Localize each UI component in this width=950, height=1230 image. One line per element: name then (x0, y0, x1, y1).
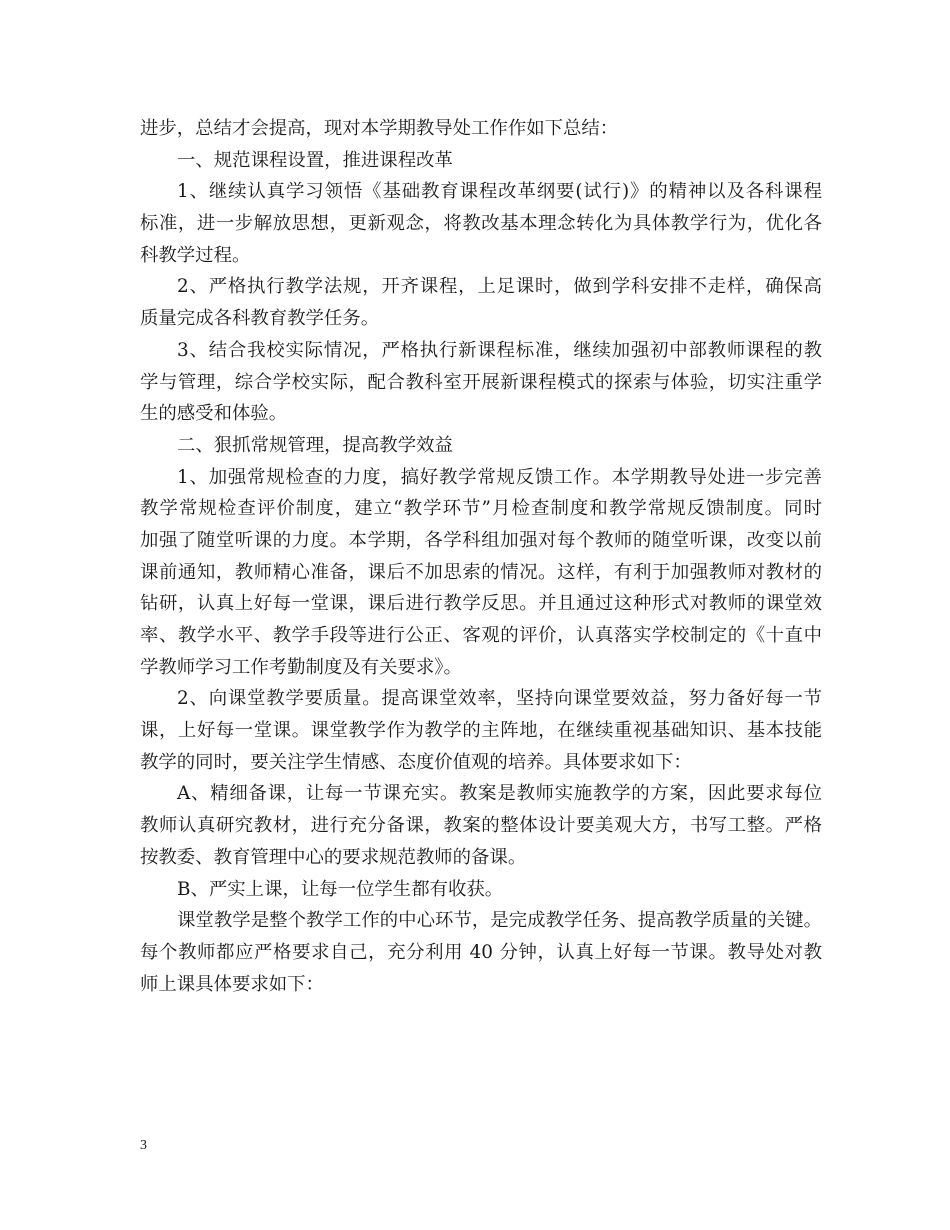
text-line: 质量完成各科教育教学任务。 (140, 308, 380, 330)
text-line: 课前通知，教师精心准备，课后不加思索的情况。这样，有利于加强教师对教材的 (140, 561, 822, 583)
page-number: 3 (140, 1138, 147, 1153)
text-line: 二、狠抓常规管理，提高教学效益 (177, 434, 453, 456)
text-line: 教师认真研究教材，进行充分备课，教案的整体设计要美观大方，书写工整。严格 (140, 815, 822, 837)
document-body (140, 113, 822, 1000)
text-line: 加强了随堂听课的力度。本学期，各学科组加强对每个教师的随堂听课，改变以前 (140, 529, 822, 551)
text-line: 每个教师都应严格要求自己，充分利用 40 分钟，认真上好每一节课。教导处对教 (140, 941, 822, 963)
text-line: 1、继续认真学习领悟《基础教育课程改革纲要(试行)》的精神以及各科课程 (177, 181, 822, 203)
text-line: 率、教学水平、教学手段等进行公正、客观的评价，认真落实学校制定的《十直中 (140, 625, 822, 646)
text-line: 2、向课堂教学要质量。提高课堂效率，坚持向课堂要效益，努力备好每一节 (177, 688, 822, 710)
text-line: 3、结合我校实际情况，严格执行新课程标准，继续加强初中部教师课程的教 (177, 339, 822, 361)
text-line: A、精细备课，让每一节课充实。教案是教师实施教学的方案，因此要求每位 (177, 783, 822, 805)
text-line: 教学常规检查评价制度，建立“教学环节”月检查制度和教学常规反馈制度。同时 (140, 498, 822, 520)
text-line: 2、严格执行教学法规，开齐课程，上足课时，做到学科安排不走样，确保高 (177, 276, 822, 298)
text-line: 课，上好每一堂课。课堂教学作为教学的主阵地，在继续重视基础知识、基本技能 (140, 720, 822, 742)
text-line: 课堂教学是整个教学工作的中心环节，是完成教学任务、提高教学质量的关键。 (177, 910, 822, 932)
text-line: 钻研，认真上好每一堂课，课后进行教学反思。并且通过这种形式对教师的课堂效 (140, 593, 822, 615)
text-line: 标准，进一步解放思想，更新观念，将教改基本理念转化为具体教学行为，优化各 (140, 213, 822, 235)
text-line: 科教学过程。 (140, 244, 251, 266)
text-line: 学与管理，综合学校实际，配合教科室开展新课程模式的探索与体验，切实注重学 (140, 371, 822, 393)
text-line: 教学的同时，要关注学生情感、态度价值观的培养。具体要求如下： (140, 751, 692, 773)
text-line: 生的感受和体验。 (140, 403, 288, 425)
text-line: 按教委、教育管理中心的要求规范教师的备课。 (140, 846, 527, 868)
text-line: B、严实上课，让每一位学生都有收获。 (177, 878, 504, 900)
text-line: 进步，总结才会提高，现对本学期教导处工作作如下总结： (140, 118, 619, 139)
text-line: 一、规范课程设置，推进课程改革 (177, 149, 453, 171)
text-line: 学教师学习工作考勤制度及有关要求》。 (140, 656, 462, 678)
text-line: 1、加强常规检查的力度，搞好教学常规反馈工作。本学期教导处进一步完善 (177, 466, 822, 488)
text-line: 师上课具体要求如下： (140, 973, 324, 995)
